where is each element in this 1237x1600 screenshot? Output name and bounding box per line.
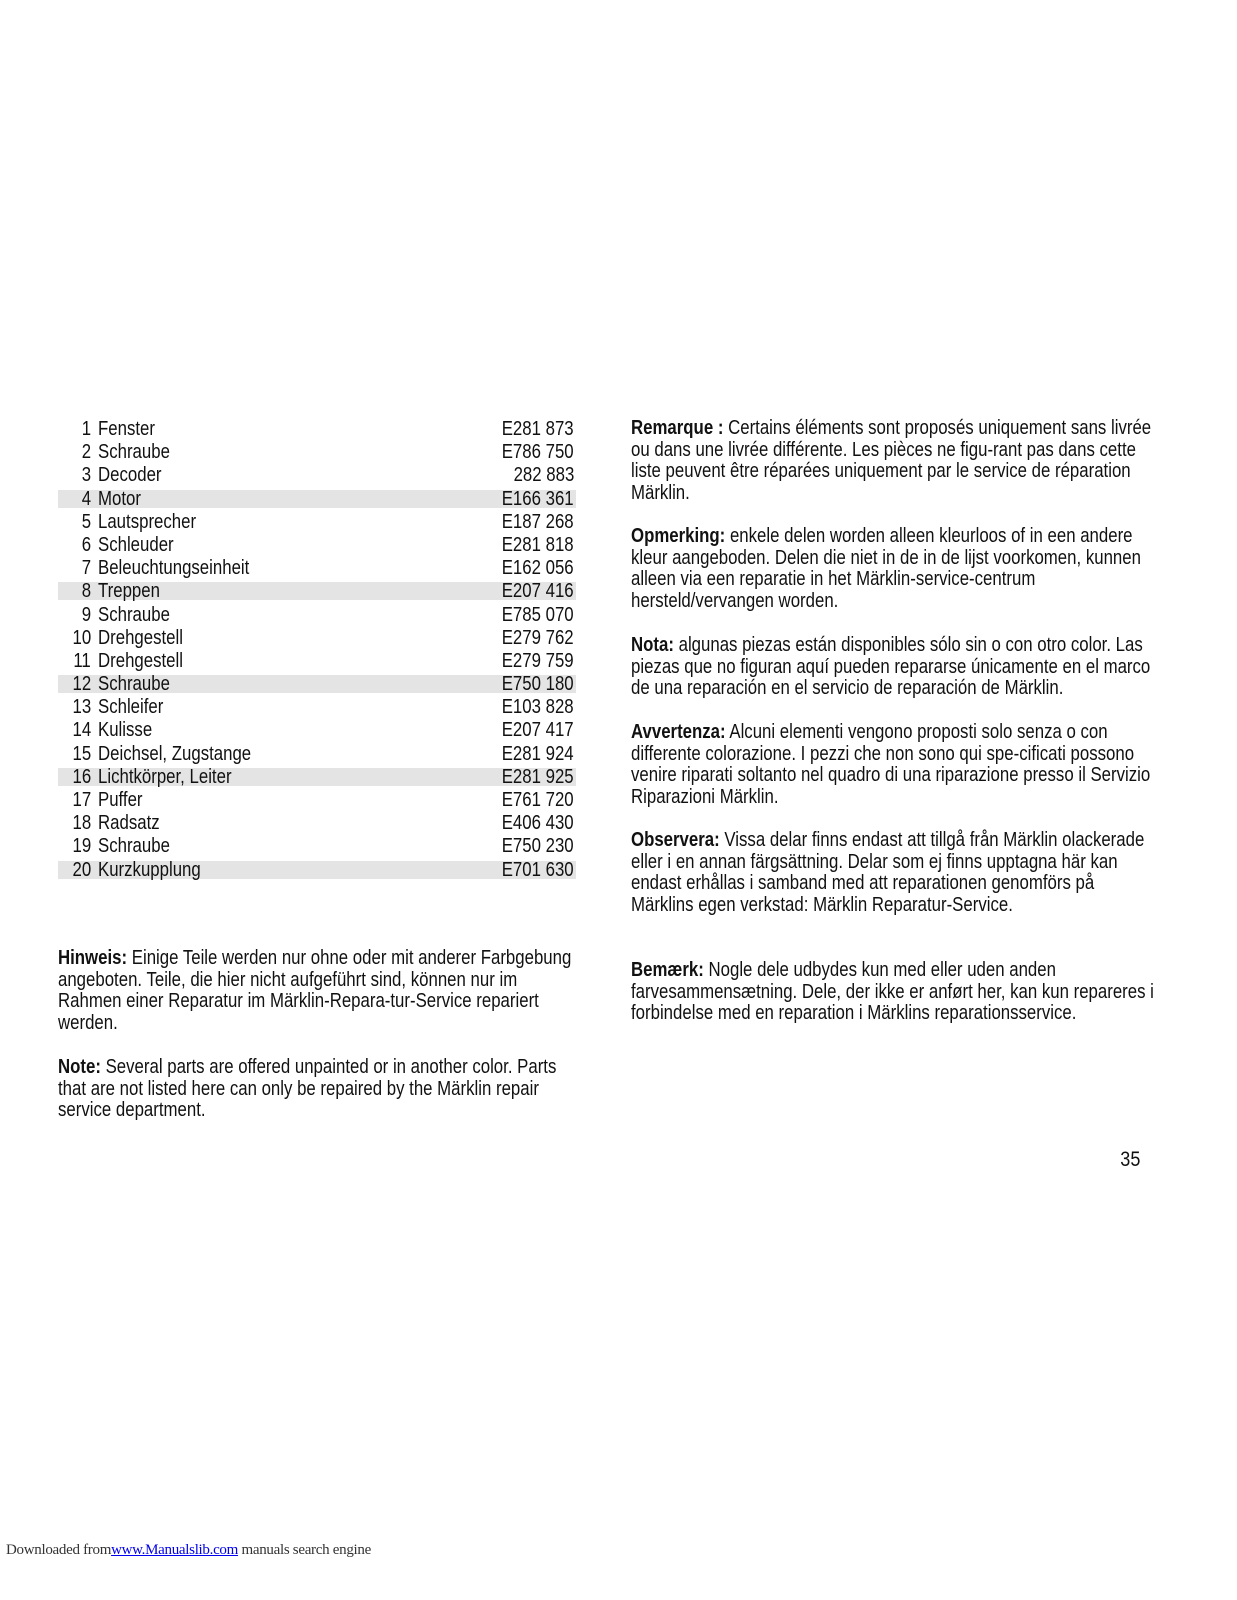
note-observera — [631, 830, 1161, 916]
part-name — [98, 488, 149, 511]
part-row — [58, 696, 576, 719]
part-number-text: 9 — [81, 603, 91, 626]
part-name — [98, 627, 199, 650]
part-name-text: Lautsprecher — [98, 510, 197, 533]
part-row — [58, 557, 576, 580]
part-name-text: Treppen — [98, 580, 160, 603]
part-code-text: 282 883 — [513, 464, 574, 487]
part-name-text: Kurzkupplung — [98, 858, 201, 881]
part-code — [488, 812, 574, 835]
part-number — [58, 441, 91, 464]
part-name — [98, 650, 199, 673]
part-code-text: E187 268 — [502, 510, 574, 533]
part-name — [98, 557, 278, 580]
part-number-text: 3 — [81, 464, 91, 487]
part-name — [98, 673, 184, 696]
part-code — [488, 743, 574, 766]
part-code — [488, 604, 574, 627]
part-name-text: Lichtkörper, Leiter — [98, 765, 232, 788]
part-row — [58, 464, 576, 487]
part-name-text: Puffer — [98, 789, 143, 811]
part-code — [502, 464, 574, 487]
note-bemaerk-label: Bemærk: — [631, 959, 704, 981]
part-row — [58, 534, 576, 557]
part-code-text: E750 180 — [502, 673, 574, 696]
part-number-text: 17 — [72, 789, 91, 811]
part-row — [58, 859, 576, 882]
part-code-text: E281 873 — [502, 418, 574, 440]
footer-prefix: Downloaded from — [6, 1542, 112, 1558]
part-code-text: E207 417 — [502, 719, 574, 742]
part-number — [58, 534, 91, 557]
part-name — [98, 464, 174, 487]
part-number-text: 16 — [72, 765, 91, 788]
note-hinweis — [58, 948, 576, 1034]
part-code-text: E281 924 — [502, 742, 574, 765]
footer-suffix: manuals search engine — [241, 1542, 371, 1558]
part-name-text: Radsatz — [98, 812, 160, 835]
part-number — [58, 464, 91, 487]
parts-list — [58, 418, 576, 882]
part-name — [98, 604, 184, 627]
footer-link[interactable]: www.Manualslib.com — [111, 1542, 239, 1558]
part-code-text: E786 750 — [502, 441, 574, 464]
note-bemaerk — [631, 960, 1161, 1025]
part-number — [58, 580, 91, 603]
part-number — [58, 719, 91, 742]
part-code — [488, 418, 574, 441]
part-name — [98, 511, 215, 534]
part-number-text: 19 — [72, 835, 91, 858]
note-english — [58, 1057, 576, 1122]
note-remarque-label: Remarque : — [631, 417, 724, 439]
part-name — [98, 789, 151, 812]
part-code — [488, 627, 574, 650]
part-name — [98, 812, 171, 835]
part-code — [488, 766, 574, 789]
part-name-text: Schleuder — [98, 533, 174, 556]
part-code — [488, 488, 574, 511]
part-row — [58, 511, 576, 534]
part-code-text: E785 070 — [502, 603, 574, 626]
part-name-text: Drehgestell — [98, 626, 183, 649]
part-number-text: 8 — [81, 580, 91, 603]
note-nota-text: algunas piezas están disponibles sólo sin o con otro color. Las piezas que no figuran aquí pueden repararse únicamente en el marco de una reparación en el servicio de reparación de Märklin. — [631, 634, 1151, 700]
part-number — [58, 835, 91, 858]
part-code — [488, 557, 574, 580]
part-name — [98, 743, 280, 766]
part-row — [58, 488, 576, 511]
note-avvertenza-text: Alcuni elementi vengono proposti solo senza o con differente colorazione. I pezzi che non sono qui spe-cificati possono venire riparati soltanto nel quadro di una riparazione presso il Servizio Riparazioni Märklin. — [631, 721, 1151, 808]
part-number — [58, 766, 91, 789]
part-number — [58, 650, 91, 673]
part-name-text: Decoder — [98, 464, 162, 487]
part-code — [488, 673, 574, 696]
part-name-text: Schraube — [98, 441, 170, 464]
part-code — [488, 835, 574, 858]
note-english-label: Note: — [58, 1056, 101, 1078]
part-row — [58, 812, 576, 835]
part-row — [58, 580, 576, 603]
part-row — [58, 766, 576, 789]
part-number — [58, 859, 91, 882]
part-number-text: 6 — [81, 533, 91, 556]
note-opmerking-label: Opmerking: — [631, 525, 726, 547]
part-name-text: Schleifer — [98, 696, 164, 719]
part-code-text: E279 759 — [502, 649, 574, 672]
part-number-text: 4 — [81, 487, 91, 510]
part-name-text: Schraube — [98, 603, 170, 626]
note-remarque-text: Certains éléments sont proposés uniquement sans livrée ou dans une livrée différente. Les pièces ne figu-rant pas dans cette liste peuvent être réparées uniquement par le service de réparation Märklin. — [631, 417, 1152, 504]
part-row — [58, 418, 576, 441]
page-number-text: 35 — [1119, 1148, 1140, 1171]
part-code-text: E750 230 — [502, 835, 574, 858]
part-name — [98, 766, 257, 789]
part-name-text: Drehgestell — [98, 649, 183, 672]
note-nota-label: Nota: — [631, 634, 674, 656]
part-code — [488, 859, 574, 882]
part-name — [98, 696, 176, 719]
part-name-text: Kulisse — [98, 719, 153, 742]
part-code — [488, 534, 574, 557]
note-remarque — [631, 418, 1161, 504]
part-row — [58, 441, 576, 464]
part-number-text: 12 — [72, 673, 91, 696]
part-number — [58, 488, 91, 511]
part-code — [488, 696, 574, 719]
part-row — [58, 604, 576, 627]
part-code — [488, 441, 574, 464]
part-name-text: Motor — [98, 487, 141, 510]
part-number-text: 5 — [81, 510, 91, 533]
part-number — [58, 673, 91, 696]
note-bemaerk-text: Nogle dele udbydes kun med eller uden anden farvesammensætning. Dele, der ikke er anført her, kan kun repareres i forbindelse med en reparation i Märklins reparationsservice. — [631, 959, 1154, 1025]
part-code — [488, 511, 574, 534]
part-code-text: E281 818 — [502, 533, 574, 556]
part-name — [98, 441, 184, 464]
part-name-text: Schraube — [98, 673, 170, 696]
part-number-text: 14 — [72, 719, 91, 742]
part-number-text: 1 — [81, 418, 91, 440]
part-row — [58, 650, 576, 673]
note-observera-label: Observera: — [631, 829, 720, 851]
part-code-text: E103 828 — [502, 696, 574, 719]
part-number-text: 20 — [72, 858, 91, 881]
note-opmerking-text: enkele delen worden alleen kleurloos of in een andere kleur aangeboden. Delen die niet in de in de lijst voorkomen, kunnen alleen via een reparatie in het Märklin-service-centrum hersteld/vervangen worden. — [631, 525, 1141, 612]
note-english-text: Several parts are offered unpainted or in another color. Parts that are not listed here can only be repaired by the Märklin repair service department. — [58, 1056, 557, 1122]
part-number — [58, 812, 91, 835]
part-name — [98, 719, 162, 742]
part-code — [488, 650, 574, 673]
part-name — [98, 580, 172, 603]
part-number-text: 2 — [81, 441, 91, 464]
part-row — [58, 719, 576, 742]
part-code-text: E701 630 — [502, 858, 574, 881]
note-opmerking — [631, 526, 1161, 612]
part-number-text: 10 — [72, 626, 91, 649]
page-number — [1100, 1148, 1140, 1172]
part-number-text: 15 — [72, 742, 91, 765]
part-number-text: 11 — [73, 649, 91, 672]
part-number-text: 7 — [81, 557, 91, 580]
part-name-text: Beleuchtungseinheit — [98, 557, 250, 580]
part-name — [98, 534, 188, 557]
part-row — [58, 835, 576, 858]
part-row — [58, 673, 576, 696]
part-code-text: E166 361 — [502, 487, 574, 510]
part-code — [488, 789, 574, 812]
part-code — [488, 580, 574, 603]
part-name-text: Fenster — [98, 418, 155, 440]
part-number — [58, 418, 91, 441]
part-row — [58, 743, 576, 766]
part-name — [98, 859, 220, 882]
part-name — [98, 835, 184, 858]
part-number — [58, 511, 91, 534]
part-code — [488, 719, 574, 742]
part-code-text: E281 925 — [502, 765, 574, 788]
part-code-text: E761 720 — [502, 789, 574, 811]
note-avvertenza-label: Avvertenza: — [631, 721, 726, 743]
part-code-text: E279 762 — [502, 626, 574, 649]
note-hinweis-label: Hinweis: — [58, 947, 128, 969]
part-name-text: Deichsel, Zugstange — [98, 742, 252, 765]
part-number-text: 18 — [72, 812, 91, 835]
part-number — [58, 743, 91, 766]
part-number — [58, 604, 91, 627]
note-observera-text: Vissa delar finns endast att tillgå från Märklin olackerade eller i en annan färgsättning. Delar som ej finns upptagna här kan endast erhållas i samband med att reparationen genomförs på Märklins egen verkstad: Märklin Reparatur-Service. — [631, 829, 1145, 916]
part-code-text: E406 430 — [502, 812, 574, 835]
note-hinweis-text: Einige Teile werden nur ohne oder mit anderer Farbgebung angeboten. Teile, die hier nicht aufgeführt sind, können nur im Rahmen einer Reparatur im Märklin-Repara-tur-Service repariert werden. — [58, 947, 572, 1034]
download-footer — [6, 1542, 371, 1559]
part-number — [58, 557, 91, 580]
part-name-text: Schraube — [98, 835, 170, 858]
part-code-text: E162 056 — [502, 557, 574, 580]
note-nota — [631, 635, 1161, 700]
note-avvertenza — [631, 722, 1161, 808]
part-number — [58, 789, 91, 812]
part-row — [58, 789, 576, 812]
part-number-text: 13 — [72, 696, 91, 719]
part-number — [58, 627, 91, 650]
part-row — [58, 627, 576, 650]
part-name — [98, 418, 166, 441]
part-number — [58, 696, 91, 719]
part-code-text: E207 416 — [502, 580, 574, 603]
